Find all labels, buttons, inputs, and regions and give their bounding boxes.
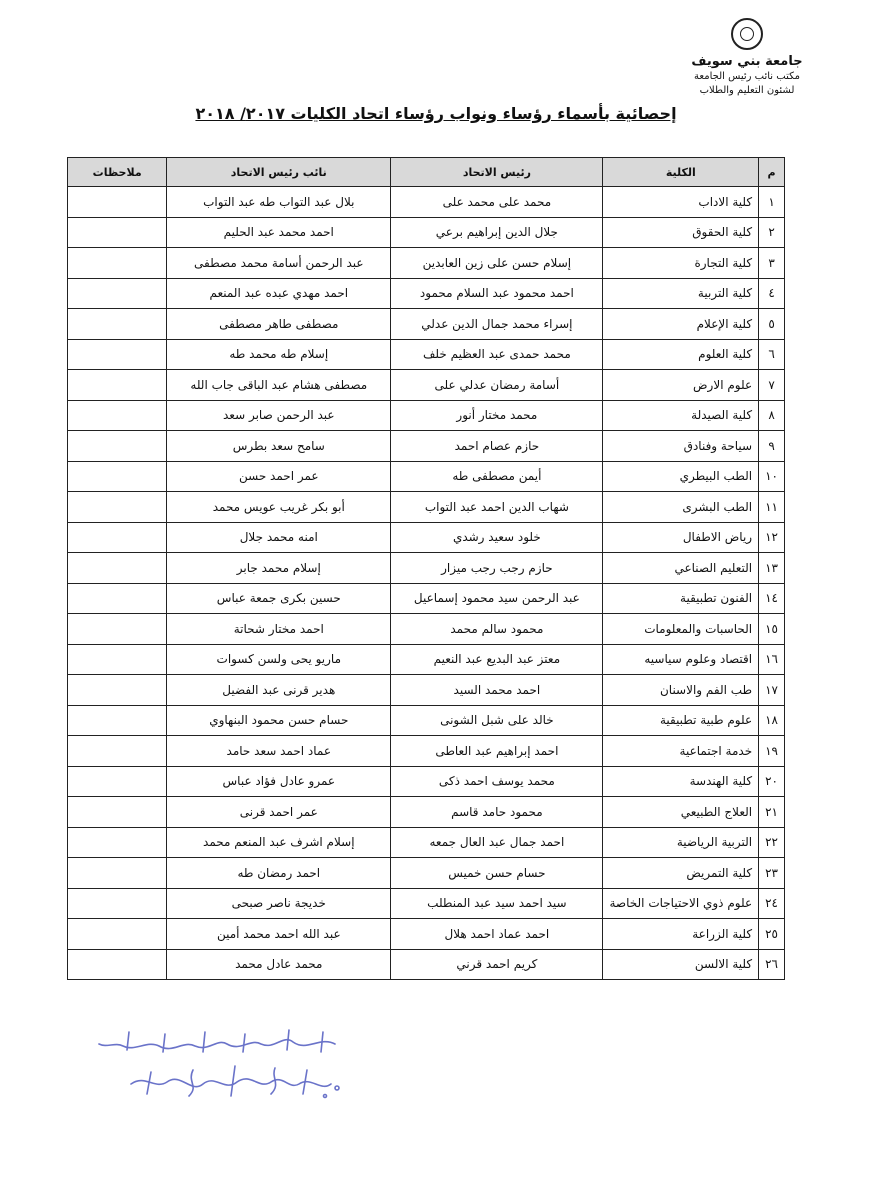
union-head-name: عبد الرحمن سيد محمود إسماعيل [391, 583, 603, 614]
table-row [68, 370, 785, 401]
college-name: سياحة وفنادق [603, 431, 759, 462]
row-number: ١٦ [759, 644, 785, 675]
table-row [68, 248, 785, 279]
table-row [68, 797, 785, 828]
union-head-name: خالد على شبل الشونى [391, 705, 603, 736]
union-head-name: محمد مختار أنور [391, 400, 603, 431]
table-body [68, 187, 785, 980]
college-name: علوم طبية تطبيقية [603, 705, 759, 736]
row-number: ٢٢ [759, 827, 785, 858]
vice-head-name: محمد عادل محمد [167, 949, 391, 980]
column-header-vice: نائب رئيس الاتحاد [167, 158, 391, 187]
notes-cell [68, 461, 167, 492]
column-header-num: م [759, 158, 785, 187]
notes-cell [68, 278, 167, 309]
table-row [68, 522, 785, 553]
office-name: مكتب نائب رئيس الجامعة [694, 71, 800, 82]
union-head-name: محمد يوسف احمد ذكى [391, 766, 603, 797]
union-head-name: معتز عبد البديع عبد النعيم [391, 644, 603, 675]
college-name: العلاج الطبيعي [603, 797, 759, 828]
table-row [68, 949, 785, 980]
row-number: ٣ [759, 248, 785, 279]
union-head-name: شهاب الدين احمد عبد التواب [391, 492, 603, 523]
row-number: ٧ [759, 370, 785, 401]
table-row [68, 553, 785, 584]
vice-head-name: سامح سعد بطرس [167, 431, 391, 462]
table-row [68, 461, 785, 492]
college-name: علوم الارض [603, 370, 759, 401]
column-header-college: الكلية [603, 158, 759, 187]
notes-cell [68, 492, 167, 523]
notes-cell [68, 309, 167, 340]
union-head-name: احمد محمود عبد السلام محمود [391, 278, 603, 309]
vice-head-name: حسين بكرى جمعة عباس [167, 583, 391, 614]
vice-head-name: إسلام اشرف عبد المنعم محمد [167, 827, 391, 858]
vice-head-name: احمد محمد عبد الحليم [167, 217, 391, 248]
row-number: ٥ [759, 309, 785, 340]
signature [85, 1022, 345, 1122]
row-number: ٨ [759, 400, 785, 431]
college-name: كلية التجارة [603, 248, 759, 279]
union-head-name: احمد جمال عبد العال جمعه [391, 827, 603, 858]
college-name: كلية الالسن [603, 949, 759, 980]
union-head-name: حسام حسن خميس [391, 858, 603, 889]
table-row [68, 858, 785, 889]
table-row [68, 492, 785, 523]
row-number: ٢٠ [759, 766, 785, 797]
vice-head-name: عماد احمد سعد حامد [167, 736, 391, 767]
table-row [68, 400, 785, 431]
table-row [68, 431, 785, 462]
table-row [68, 736, 785, 767]
vice-head-name: إسلام محمد جابر [167, 553, 391, 584]
column-header-head: رئيس الاتحاد [391, 158, 603, 187]
vice-head-name: عمر احمد حسن [167, 461, 391, 492]
notes-cell [68, 888, 167, 919]
college-name: كلية التمريض [603, 858, 759, 889]
vice-head-name: أبو بكر غريب عويس محمد [167, 492, 391, 523]
table-row [68, 217, 785, 248]
vice-head-name: خديجة ناصر صبحى [167, 888, 391, 919]
university-seal-icon [731, 18, 763, 50]
department-name: لشئون التعليم والطلاب [699, 85, 795, 96]
vice-head-name: عبد الرحمن أسامة محمد مصطفى [167, 248, 391, 279]
table-row [68, 644, 785, 675]
page-title: إحصائية بأسماء رؤساء ونواب رؤساء اتحاد الكليات ٢٠١٧/ ٢٠١٨ [195, 104, 677, 123]
university-name: جامعة بني سويف [691, 54, 803, 69]
union-head-name: إسلام حسن على زين العابدين [391, 248, 603, 279]
vice-head-name: عبد الله احمد محمد أمين [167, 919, 391, 950]
notes-cell [68, 583, 167, 614]
vice-head-name: حسام حسن محمود البنهاوي [167, 705, 391, 736]
notes-cell [68, 858, 167, 889]
row-number: ٢٤ [759, 888, 785, 919]
table-row [68, 766, 785, 797]
notes-cell [68, 766, 167, 797]
union-head-name: إسراء محمد جمال الدين عدلي [391, 309, 603, 340]
row-number: ١٥ [759, 614, 785, 645]
vice-head-name: مصطفى هشام عبد الباقى جاب الله [167, 370, 391, 401]
vice-head-name: امنه محمد جلال [167, 522, 391, 553]
college-name: كلية الزراعة [603, 919, 759, 950]
college-name: الحاسبات والمعلومات [603, 614, 759, 645]
table-row [68, 309, 785, 340]
notes-cell [68, 431, 167, 462]
notes-cell [68, 919, 167, 950]
college-name: التربية الرياضية [603, 827, 759, 858]
notes-cell [68, 949, 167, 980]
vice-head-name: مصطفى طاهر مصطفى [167, 309, 391, 340]
union-head-name: أيمن مصطفى طه [391, 461, 603, 492]
table-row [68, 675, 785, 706]
vice-head-name: هدير قرنى عبد الفضيل [167, 675, 391, 706]
union-head-name: سيد احمد سيد عبد المنطلب [391, 888, 603, 919]
table-row [68, 888, 785, 919]
notes-cell [68, 553, 167, 584]
union-heads-table [67, 157, 785, 980]
notes-cell [68, 248, 167, 279]
table-row [68, 919, 785, 950]
table-row [68, 705, 785, 736]
table-row [68, 614, 785, 645]
notes-cell [68, 797, 167, 828]
college-name: علوم ذوي الاحتياجات الخاصة [603, 888, 759, 919]
row-number: ٤ [759, 278, 785, 309]
column-header-notes: ملاحظات [68, 158, 167, 187]
row-number: ١٨ [759, 705, 785, 736]
college-name: كلية التربية [603, 278, 759, 309]
union-head-name: احمد محمد السيد [391, 675, 603, 706]
notes-cell [68, 339, 167, 370]
college-name: التعليم الصناعي [603, 553, 759, 584]
union-head-name: احمد إبراهيم عبد العاطى [391, 736, 603, 767]
union-head-name: محمود سالم محمد [391, 614, 603, 645]
union-head-name: محمد على محمد على [391, 187, 603, 218]
table-row [68, 339, 785, 370]
row-number: ١٢ [759, 522, 785, 553]
college-name: طب الفم والاسنان [603, 675, 759, 706]
notes-cell [68, 736, 167, 767]
vice-head-name: عمر احمد قرنى [167, 797, 391, 828]
vice-head-name: ماريو يحى ولسن كسوات [167, 644, 391, 675]
union-head-name: كريم احمد قرني [391, 949, 603, 980]
union-head-name: حازم عصام احمد [391, 431, 603, 462]
row-number: ١٩ [759, 736, 785, 767]
table-row [68, 827, 785, 858]
vice-head-name: احمد رمضان طه [167, 858, 391, 889]
vice-head-name: عمرو عادل فؤاد عباس [167, 766, 391, 797]
notes-cell [68, 644, 167, 675]
union-head-name: خلود سعيد رشدي [391, 522, 603, 553]
notes-cell [68, 705, 167, 736]
notes-cell [68, 217, 167, 248]
notes-cell [68, 522, 167, 553]
row-number: ١١ [759, 492, 785, 523]
row-number: ٢٣ [759, 858, 785, 889]
row-number: ٢١ [759, 797, 785, 828]
notes-cell [68, 187, 167, 218]
notes-cell [68, 370, 167, 401]
vice-head-name: احمد مختار شحاتة [167, 614, 391, 645]
notes-cell [68, 675, 167, 706]
vice-head-name: عبد الرحمن صابر سعد [167, 400, 391, 431]
row-number: ١٣ [759, 553, 785, 584]
row-number: ٦ [759, 339, 785, 370]
notes-cell [68, 614, 167, 645]
table-header-row [68, 158, 785, 187]
table-row [68, 187, 785, 218]
college-name: كلية الهندسة [603, 766, 759, 797]
college-name: كلية الصيدلة [603, 400, 759, 431]
row-number: ١٧ [759, 675, 785, 706]
row-number: ٢٦ [759, 949, 785, 980]
college-name: الطب البشرى [603, 492, 759, 523]
table-row [68, 583, 785, 614]
notes-cell [68, 400, 167, 431]
notes-cell [68, 827, 167, 858]
table-row [68, 278, 785, 309]
union-head-name: احمد عماد احمد هلال [391, 919, 603, 950]
vice-head-name: بلال عبد التواب طه عبد التواب [167, 187, 391, 218]
vice-head-name: إسلام طه محمد طه [167, 339, 391, 370]
college-name: الفنون تطبيقية [603, 583, 759, 614]
row-number: ٩ [759, 431, 785, 462]
row-number: ١٠ [759, 461, 785, 492]
college-name: كلية الاداب [603, 187, 759, 218]
college-name: الطب البيطري [603, 461, 759, 492]
college-name: رياض الاطفال [603, 522, 759, 553]
college-name: خدمة اجتماعية [603, 736, 759, 767]
college-name: كلية الحقوق [603, 217, 759, 248]
union-head-name: جلال الدين إبراهيم برعي [391, 217, 603, 248]
union-head-name: محمود حامد قاسم [391, 797, 603, 828]
college-name: كلية العلوم [603, 339, 759, 370]
union-head-name: محمد حمدى عبد العظيم خلف [391, 339, 603, 370]
row-number: ٢٥ [759, 919, 785, 950]
row-number: ٢ [759, 217, 785, 248]
row-number: ١٤ [759, 583, 785, 614]
university-header [682, 18, 812, 98]
vice-head-name: احمد مهدي عبده عبد المنعم [167, 278, 391, 309]
college-name: اقتصاد وعلوم سياسيه [603, 644, 759, 675]
union-head-name: حازم رجب رجب ميزار [391, 553, 603, 584]
college-name: كلية الإعلام [603, 309, 759, 340]
union-head-name: أسامة رمضان عدلي على [391, 370, 603, 401]
row-number: ١ [759, 187, 785, 218]
